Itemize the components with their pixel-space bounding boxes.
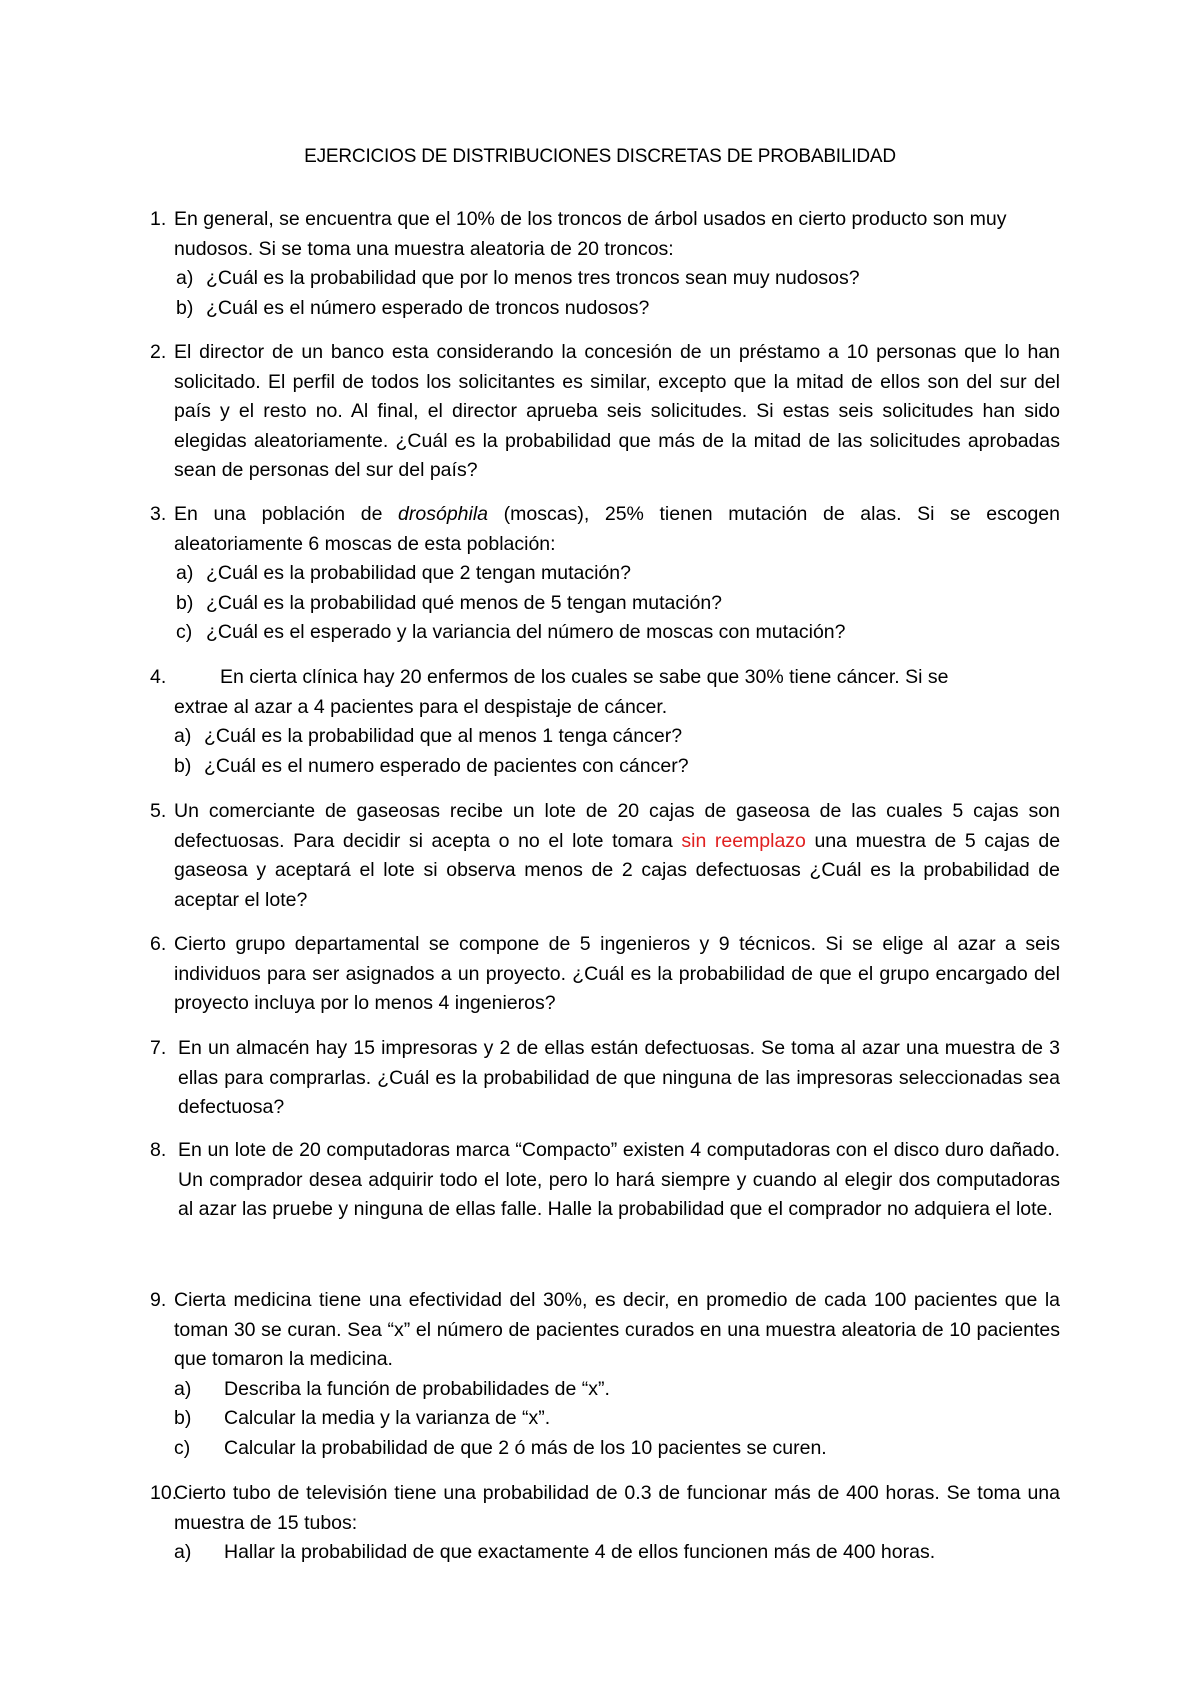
option-c: c) Calcular la probabilidad de que 2 ó más de los 10 pacientes se curen. xyxy=(174,1436,827,1459)
exercise-9 xyxy=(150,1286,1060,1463)
exercise-options xyxy=(176,264,1060,323)
exercise-number: 10. xyxy=(150,1482,178,1504)
option-a: a) Hallar la probabilidad de que exactamente 4 de ellos funcionen más de 400 horas. xyxy=(174,1541,936,1563)
highlight-text: sin reemplazo xyxy=(681,829,806,852)
exercise-number: 6. xyxy=(150,933,167,955)
option-b: b) ¿Cuál es el número esperado de troncos nudosos? xyxy=(176,296,650,319)
option-a: a) ¿Cuál es la probabilidad que por lo menos tres troncos sean muy nudosos? xyxy=(176,267,860,289)
exercise-text: Cierto grupo departamental se compone de 5 ingenieros y 9 técnicos. Si se elige al azar a seis individuos para ser asignados a un proyecto. ¿Cuál es la probabilidad de que el grupo encargado del proyecto incluya por lo menos 4 ingenieros? xyxy=(174,933,1060,1014)
option-b: b) Calcular la media y la varianza de “x”. xyxy=(174,1407,551,1429)
exercise-number: 1. xyxy=(150,208,167,230)
exercise-text: Cierta medicina tiene una efectividad del 30%, es decir, en promedio de cada 100 pacientes que la toman 30 se curan. Sea “x” el número de pacientes curados en una muestra aleatoria de 10 pacientes que tomaron la medicina. xyxy=(174,1289,1060,1370)
exercise-text: El director de un banco esta considerando la concesión de un préstamo a 10 personas que lo han solicitado. El perfil de todos los solicitantes es similar, excepto que la mitad de ellos son del sur del país y el resto no. Al final, el director aprueba seis solicitudes. Si estas seis solicitudes han sido elegidas aleatoriamente. ¿Cuál es la probabilidad que más de la mitad de las solicitudes aprobadas sean de personas del sur del país? xyxy=(174,341,1060,481)
exercise-1 xyxy=(150,205,1060,323)
exercise-number: 2. xyxy=(150,341,167,363)
exercise-5 xyxy=(150,797,1060,915)
exercise-6 xyxy=(150,930,1060,1019)
exercise-10 xyxy=(150,1479,1060,1568)
exercise-7 xyxy=(150,1034,1060,1123)
option-a: a) Describa la función de probabilidades de “x”. xyxy=(174,1377,610,1400)
species-name: drosóphila xyxy=(398,503,489,525)
option-a: a) ¿Cuál es la probabilidad que 2 tengan mutación? xyxy=(176,562,631,584)
exercise-text: En general, se encuentra que el 10% de los troncos de árbol usados en cierto producto son muy nudosos. Si se toma una muestra aleatoria de 20 troncos: xyxy=(174,208,1007,260)
exercise-number: 7. xyxy=(150,1037,167,1059)
exercise-4 xyxy=(150,663,1060,781)
exercise-options xyxy=(176,559,1060,648)
exercise-options xyxy=(174,1375,1060,1464)
option-b: b) ¿Cuál es la probabilidad qué menos de 5 tengan mutación? xyxy=(176,591,723,614)
exercise-options xyxy=(174,722,1060,781)
exercise-number: 8. xyxy=(150,1139,167,1161)
option-c: c) ¿Cuál es el esperado y la variancia del número de moscas con mutación? xyxy=(176,621,846,643)
exercise-number: 3. xyxy=(150,503,167,525)
exercise-text-line2: extrae al azar a 4 pacientes para el despistaje de cáncer. xyxy=(174,695,668,718)
option-a: a) ¿Cuál es la probabilidad que al menos 1 tenga cáncer? xyxy=(174,725,683,747)
exercise-8 xyxy=(150,1136,1060,1225)
exercise-text-line1: En cierta clínica hay 20 enfermos de los cuales se sabe que 30% tiene cáncer. Si se xyxy=(220,666,949,688)
option-b: b) ¿Cuál es el numero esperado de pacientes con cáncer? xyxy=(174,754,689,777)
exercise-2 xyxy=(150,338,1060,486)
exercise-text: Cierto tubo de televisión tiene una probabilidad de 0.3 de funcionar más de 400 horas. Se toma una muestra de 15 tubos: xyxy=(174,1482,1060,1534)
exercise-text: Un comerciante de gaseosas recibe un lote de 20 cajas de gaseosa de las cuales 5 cajas son defectuosas. Para decidir si acepta o no el lote tomara sin reemplazo una muestra de 5 cajas de gaseosa y aceptará el lote si observa menos de 2 cajas defectuosas ¿Cuál es la probabilidad de aceptar el lote? xyxy=(174,800,1061,911)
page-title: EJERCICIOS DE DISTRIBUCIONES DISCRETAS DE PROBABILIDAD xyxy=(304,146,896,167)
exercise-number: 5. xyxy=(150,800,167,822)
exercise-text: En una población de drosóphila (moscas), 25% tienen mutación de alas. Si se escogen aleatoriamente 6 moscas de esta población: xyxy=(174,503,1060,555)
exercise-text: En un almacén hay 15 impresoras y 2 de ellas están defectuosas. Se toma al azar una muestra de 3 ellas para comprarlas. ¿Cuál es la probabilidad de que ninguna de las impresoras seleccionadas sea defectuosa? xyxy=(178,1037,1060,1118)
exercise-number: 4. xyxy=(150,666,167,688)
exercise-3 xyxy=(150,500,1060,648)
exercise-number: 9. xyxy=(150,1289,167,1311)
exercise-text: En un lote de 20 computadoras marca “Compacto” existen 4 computadoras con el disco duro dañado. Un comprador desea adquirir todo el lote, pero lo hará siempre y cuando al elegir dos computadoras al azar las pruebe y ninguna de ellas falle. Halle la probabilidad que el comprador no adquiera el lote. xyxy=(178,1139,1060,1220)
exercise-options xyxy=(174,1538,1060,1568)
